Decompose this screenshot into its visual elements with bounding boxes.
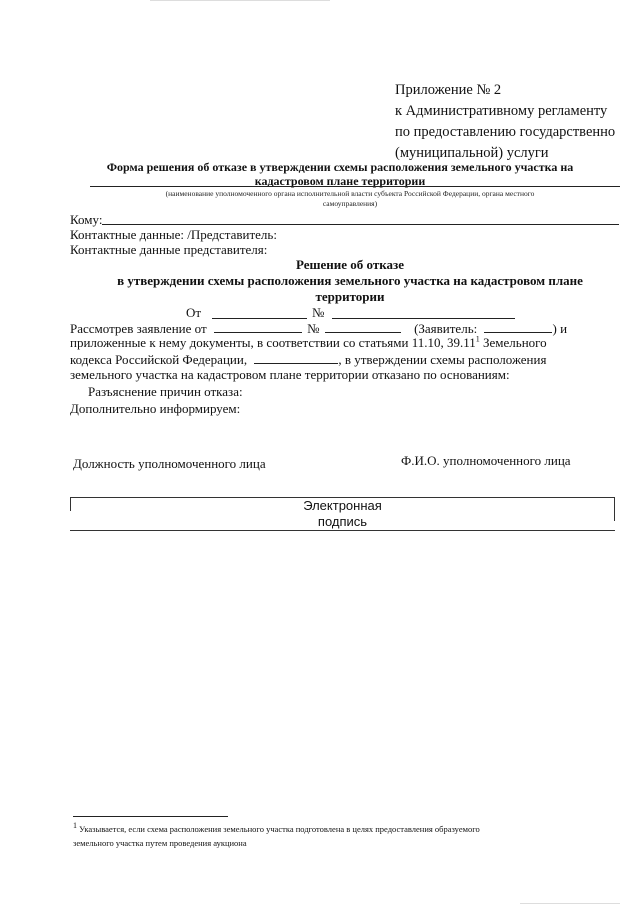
esignature-label xyxy=(70,498,615,530)
esignature-box xyxy=(70,497,615,531)
to-label: Кому: xyxy=(70,212,103,227)
applicant-blank xyxy=(484,320,552,333)
footnote-marker: 1 xyxy=(73,821,77,831)
body-line-2 xyxy=(70,335,547,350)
body-text: Земельного xyxy=(479,335,547,350)
body-text: № xyxy=(307,321,320,336)
number-label: № xyxy=(312,305,325,320)
esignature-line: Электронная xyxy=(303,498,382,513)
footnote-separator xyxy=(73,816,228,817)
body-text: ) и xyxy=(552,321,568,336)
form-title-line: кадастровом плане территории xyxy=(254,174,426,188)
official-name: Ф.И.О. уполномоченного лица xyxy=(401,453,571,468)
number-blank xyxy=(332,318,515,319)
scan-artifact xyxy=(150,0,330,1)
date-blank xyxy=(212,318,307,319)
body-text: , в утверждении схемы расположения xyxy=(338,352,547,367)
body-text: приложенные к нему документы, в соответствии со статьями 11.10, 39.11 xyxy=(70,335,476,350)
from-label: От xyxy=(186,305,202,320)
scan-artifact xyxy=(520,903,620,904)
decision-title: в утверждении схемы расположения земельного участка на кадастровом плане xyxy=(117,273,583,288)
body-text: (Заявитель: xyxy=(414,321,478,336)
esignature-line: подпись xyxy=(317,514,368,529)
authority-caption: самоуправления) xyxy=(322,199,378,208)
body-line-3 xyxy=(70,351,546,367)
footnote-line-1 xyxy=(73,823,480,836)
contact-label: Контактные данные: /Представитель: xyxy=(70,227,277,242)
appendix-line: по предоставлению государственно xyxy=(395,124,616,140)
reasons-label: Разъяснение причин отказа: xyxy=(88,384,243,399)
body-line-1 xyxy=(70,320,567,336)
decision-title: Решение об отказе xyxy=(295,257,405,272)
appendix-line: Приложение № 2 xyxy=(395,82,502,98)
appendix-line: к Административному регламенту xyxy=(395,103,608,119)
footnote-ref: 1 xyxy=(475,334,480,344)
footnote-text: Указывается, если схема расположения земельного участка подготовлена в целях предоставления образуемого xyxy=(79,824,480,834)
decision-title: территории xyxy=(315,289,385,304)
application-date-blank xyxy=(214,320,302,333)
rep-contact-label: Контактные данные представителя: xyxy=(70,242,268,257)
official-position: Должность уполномоченного лица xyxy=(73,456,266,471)
authority-underline xyxy=(90,186,620,187)
additional-label: Дополнительно информируем: xyxy=(70,401,241,416)
body-line-4: земельного участка на кадастровом плане территории отказано по основаниям: xyxy=(70,367,510,382)
law-blank xyxy=(254,351,338,364)
to-underline xyxy=(102,224,619,225)
authority-caption: (наименование уполномоченного органа исполнительной власти субъекта Российской Федерации, органа местного xyxy=(165,189,535,198)
application-number-blank xyxy=(325,320,401,333)
body-text: кодекса Российской Федерации, xyxy=(70,352,248,367)
form-title-line: Форма решения об отказе в утверждении схемы расположения земельного участка на xyxy=(106,160,574,174)
appendix-header xyxy=(395,80,615,164)
appendix-line: (муниципальной) услуги xyxy=(395,145,549,161)
footnote-line-2: земельного участка путем проведения аукциона xyxy=(73,838,247,848)
body-text: Рассмотрев заявление от xyxy=(70,321,207,336)
